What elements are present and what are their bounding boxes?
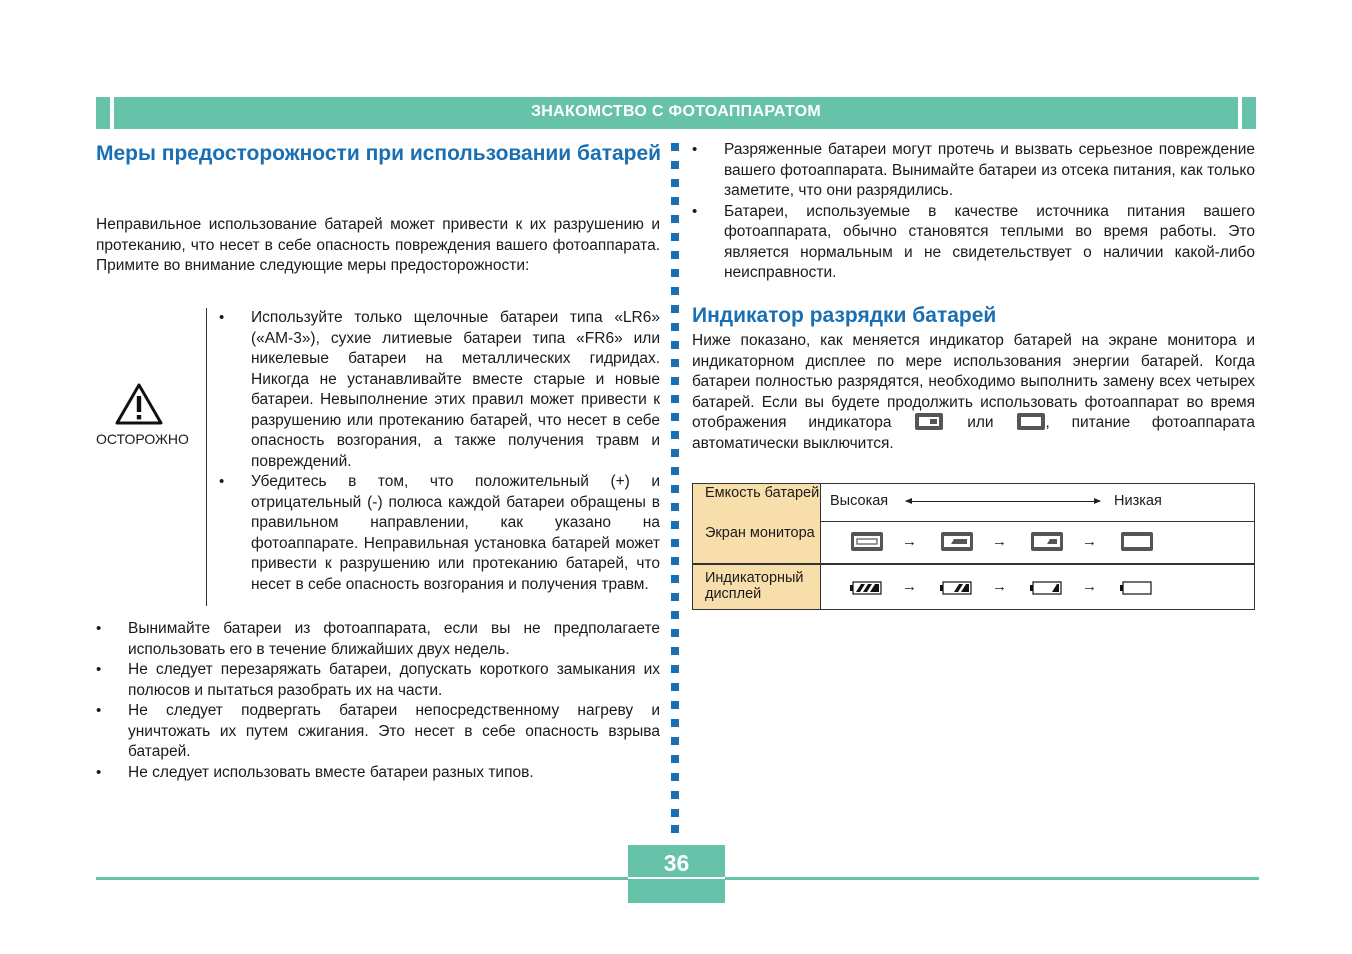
list-item: • Используйте только щелочные батареи типа «LR6» («AM-3»), сухие литиевые батареи типа «FR6» или никелевые батареи на металлических гидридах. Никогда не устанавливайте вместе старые и новые батареи. Невыполнение этих правил может привести к разрушению или протеканию батарей, что несет в себе опасность возгорания, а также получения травм и повреждений.: [219, 308, 660, 472]
battery-indicator-paragraph: [692, 331, 1255, 454]
battery-low-icon: [1031, 532, 1063, 551]
section-title: ЗНАКОМСТВО С ФОТОАППАРАТОМ: [530, 103, 822, 120]
arrow-icon: →: [902, 578, 917, 595]
lcd-battery-low-icon: [1030, 581, 1062, 595]
capacity-low-label: Низкая: [1114, 493, 1162, 509]
column-separator-dots: [671, 143, 679, 833]
row-label-monitor: Экран монитора: [693, 521, 821, 563]
list-item: • Разряженные батареи могут протечь и вызвать серьезное повреждение вашего фотоаппарата. Вынимайте батареи из отсека питания, как только заметите, что они разрядились.: [692, 140, 1255, 202]
precautions-list-continued: [692, 140, 1255, 284]
caution-label: ОСТОРОЖНО: [96, 431, 189, 447]
paragraph-text: или: [967, 414, 994, 431]
page-number-block: [628, 845, 725, 903]
battery-half-icon: [941, 532, 973, 551]
intro-paragraph: Неправильное использование батарей может привести к их разрушению и протеканию, что несет в себе опасность повреждения вашего фотоаппарата. Примите во внимание следующие меры предосторожности:: [96, 216, 660, 274]
battery-low-icon: [915, 413, 943, 430]
table-row: [693, 484, 1254, 522]
precautions-heading: Меры предосторожности при использовании батарей: [96, 142, 662, 165]
list-item: • Вынимайте батареи из фотоаппарата, если вы не предполагаете использовать его в течение ближайших двух недель.: [96, 619, 660, 660]
double-arrow-icon: [906, 501, 1100, 502]
battery-empty-icon: [1017, 413, 1045, 430]
row-label-capacity: Емкость батарей: [693, 484, 821, 521]
battery-empty-icon: [1121, 532, 1153, 551]
section-header-band: [96, 97, 1256, 129]
list-item: • Батареи, используемые в качестве источника питания вашего фотоаппарата, обычно становятся теплыми во время работы. Это является нормальным и не свидетельствует о наличии какой-либо неисправности.: [692, 202, 1255, 284]
page-number-divider: [628, 877, 725, 879]
table-row: [693, 521, 1254, 565]
paragraph-text: Ниже показано, как меняется индикатор батарей на экране монитора и индикаторном дисплее по мере использования энергии батарей. Когда батареи полностью разрядятся, необходимо выполнить замену всех четырех батарей. Если вы будете продолжить использовать фотоаппарат во время отображения индикатора: [692, 332, 1255, 431]
lcd-battery-half-icon: [940, 581, 972, 595]
battery-level-table: [692, 483, 1255, 610]
battery-full-icon: [851, 532, 883, 551]
list-item: • Убедитесь в том, что положительный (+) и отрицательный (-) полюса каждой батареи обращены в правильном направлении, как указано на фотоаппарате. Неправильная установка батарей может привести к разрушению или протеканию батарей, что несет в себе опасность возгорания и получения травм.: [219, 472, 660, 595]
caution-divider: [206, 308, 207, 606]
caution-list: [219, 308, 660, 595]
arrow-icon: →: [902, 533, 917, 550]
battery-indicator-heading: Индикатор разрядки батарей: [692, 304, 997, 327]
arrow-icon: →: [992, 533, 1007, 550]
row-label-display: Индикаторный дисплей: [693, 565, 821, 609]
list-item: • Не следует перезаряжать батареи, допускать короткого замыкания их полюсов и пытаться разобрать их на части.: [96, 660, 660, 701]
list-item: • Не следует использовать вместе батареи разных типов.: [96, 763, 660, 784]
table-row: [693, 565, 1254, 609]
arrow-icon: →: [1082, 578, 1097, 595]
precautions-list: [96, 619, 660, 783]
lcd-battery-empty-icon: [1120, 581, 1152, 595]
warning-triangle-icon: [114, 382, 164, 426]
capacity-high-label: Высокая: [830, 493, 889, 509]
arrow-icon: →: [992, 578, 1007, 595]
list-item: • Не следует подвергать батареи непосредственному нагреву и уничтожать их путем сжигания. Это несет в себе опасность взрыва батарей.: [96, 701, 660, 763]
lcd-battery-full-icon: [850, 581, 882, 595]
page-number: 36: [663, 850, 690, 876]
arrow-icon: →: [1082, 533, 1097, 550]
paragraph-text: , питание фотоаппарата автоматически выключится.: [692, 414, 1255, 452]
